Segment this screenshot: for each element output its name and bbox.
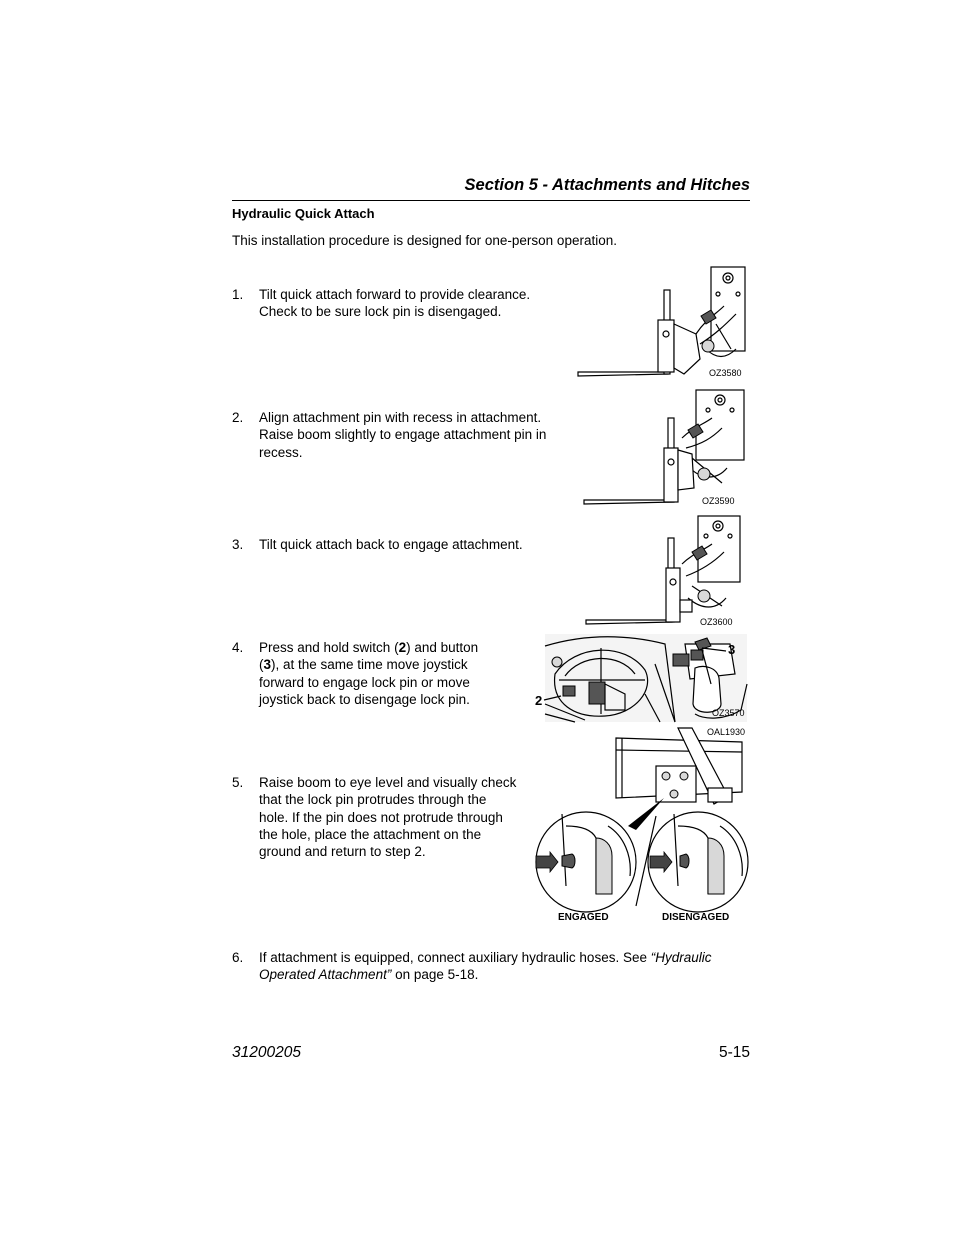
figure-code: OZ3590 (702, 496, 735, 506)
step-text: Press and hold switch (2) and button (3), at the same time move joystick forward to engage lock pin or move joystick back to disengage lock pin. (259, 640, 479, 707)
step-number: 1. (232, 287, 244, 302)
page-number: 5-15 (718, 1044, 750, 1061)
step-number: 4. (232, 640, 244, 655)
cross-reference: Operated Attachment” (259, 967, 392, 983)
step-number: 5. (232, 775, 244, 790)
step-number: 3. (232, 537, 244, 552)
step-text: Align attachment pin with recess in attachment. Raise boom slightly to engage attachment pin in recess. (259, 410, 547, 460)
figure-code: OZ3580 (709, 368, 742, 378)
label-engaged: ENGAGED (558, 912, 609, 923)
cross-reference: “Hydraulic (650, 950, 712, 965)
step-5 (232, 774, 532, 864)
callout-switch: 2 (535, 693, 543, 708)
callout-button-leader (700, 646, 728, 654)
step-6 (232, 949, 750, 989)
figure-fork-tilted-forward (576, 264, 751, 380)
section-title: Section 5 - Attachments and Hitches (464, 176, 750, 194)
intro-paragraph: This installation procedure is designed for one-person operation. (232, 233, 617, 248)
callout-switch-leader (543, 693, 563, 703)
step-1 (232, 286, 562, 326)
page-heading: Hydraulic Quick Attach (232, 206, 375, 221)
label-disengaged: DISENGAGED (662, 912, 730, 923)
step-number: 2. (232, 410, 244, 425)
figure-tilt-back-engage (584, 514, 746, 628)
figure-code: OAL1930 (707, 727, 746, 737)
figure-align-attachment-pin (582, 388, 750, 506)
step-number: 6. (232, 950, 244, 965)
doc-number: 31200205 (232, 1044, 301, 1061)
figure-code: OZ3570 (712, 708, 745, 718)
step-text: If attachment is equipped, connect auxiliary hydraulic hoses. See “Hydraulic Operated Attachment” on page 5-18. (259, 950, 712, 983)
step-3 (232, 536, 572, 556)
figure-lock-pin-check (532, 726, 750, 914)
step-text: Tilt quick attach back to engage attachment. (259, 537, 523, 552)
step-text: Raise boom to eye level and visually check that the lock pin protrudes through the hole. If the pin does not protrude through the hole, place the attachment on the ground and return to step 2. (259, 775, 517, 860)
header-rule (232, 200, 750, 201)
callout-button: 3 (728, 642, 736, 657)
step-text: Tilt quick attach forward to provide clearance. Check to be sure lock pin is disengaged. (259, 287, 531, 320)
step-2 (232, 409, 572, 465)
figure-code: OZ3600 (700, 617, 733, 627)
step-4 (232, 639, 522, 713)
